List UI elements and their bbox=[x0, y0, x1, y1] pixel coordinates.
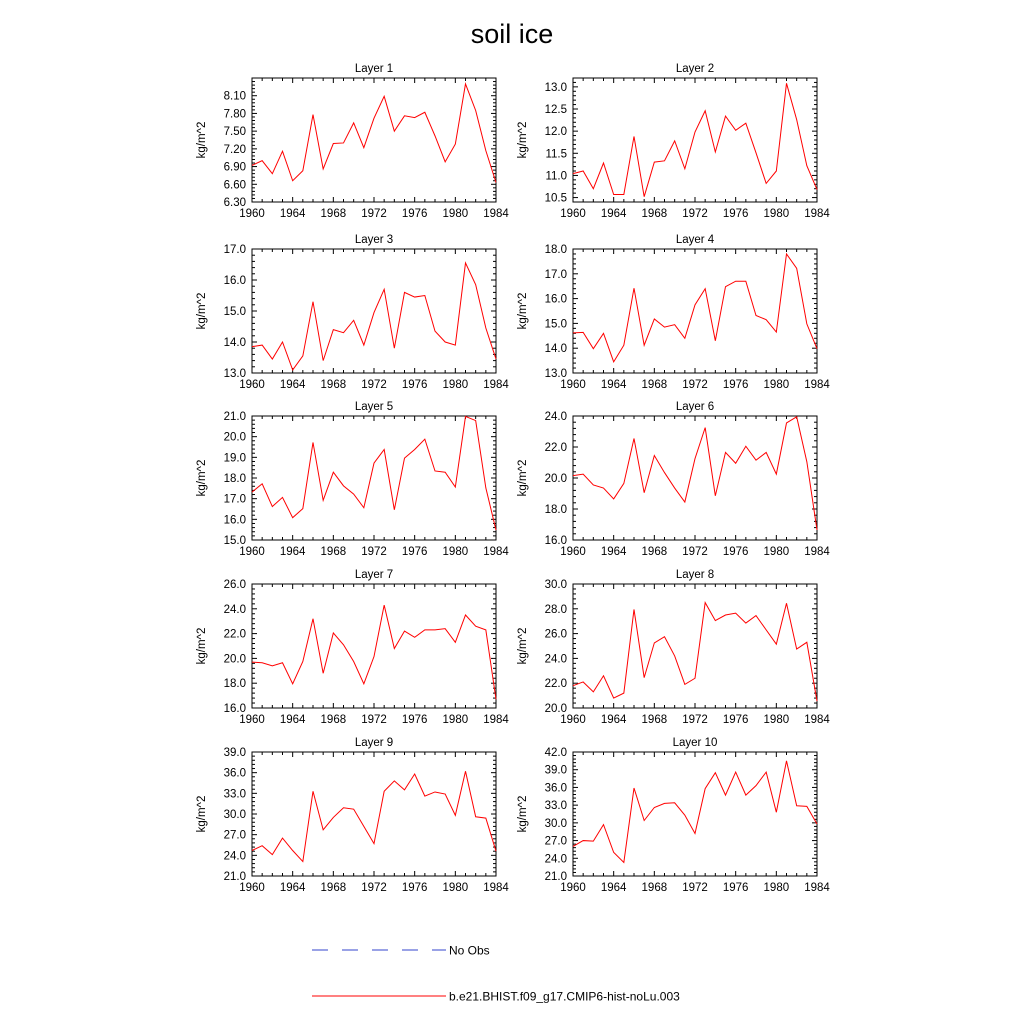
panel-layer-7 bbox=[196, 569, 509, 726]
plot-frame bbox=[252, 752, 496, 876]
y-tick-label: 10.5 bbox=[544, 192, 567, 205]
x-tick-label: 1984 bbox=[804, 882, 830, 894]
panel-layer-1 bbox=[196, 63, 509, 220]
y-axis-label: kg/m^2 bbox=[196, 627, 208, 665]
plot-frame bbox=[252, 416, 496, 540]
y-axis-label: kg/m^2 bbox=[517, 459, 529, 497]
x-tick-label: 1980 bbox=[442, 546, 469, 558]
x-tick-label: 1960 bbox=[560, 208, 586, 220]
x-tick-label: 1976 bbox=[401, 546, 428, 558]
series-line bbox=[573, 761, 817, 863]
y-tick-label: 24.0 bbox=[544, 853, 567, 866]
x-tick-label: 1976 bbox=[722, 208, 749, 220]
y-tick-label: 22.0 bbox=[544, 678, 567, 691]
x-tick-label: 1984 bbox=[804, 714, 830, 726]
x-tick-label: 1984 bbox=[804, 379, 830, 391]
y-tick-label: 11.5 bbox=[545, 148, 567, 161]
panel-title: Layer 9 bbox=[354, 737, 394, 749]
y-tick-label: 22.0 bbox=[223, 628, 246, 641]
panel-title: Layer 8 bbox=[675, 569, 715, 581]
x-tick-label: 1984 bbox=[483, 714, 509, 726]
y-axis-label: kg/m^2 bbox=[517, 121, 529, 159]
y-tick-label: 13.0 bbox=[223, 368, 246, 380]
y-tick-label: 27.0 bbox=[223, 829, 246, 842]
x-tick-label: 1960 bbox=[239, 546, 265, 558]
x-tick-label: 1972 bbox=[682, 379, 708, 391]
panel-title: Layer 3 bbox=[354, 234, 394, 246]
x-tick-label: 1960 bbox=[239, 208, 265, 220]
x-tick-label: 1964 bbox=[279, 379, 306, 391]
series-line bbox=[573, 417, 817, 530]
panel-title: Layer 6 bbox=[675, 401, 715, 413]
x-tick-label: 1972 bbox=[361, 546, 387, 558]
y-axis-label: kg/m^2 bbox=[196, 459, 208, 497]
x-tick-label: 1976 bbox=[401, 208, 428, 220]
y-tick-label: 20.0 bbox=[223, 431, 246, 444]
panel-grid bbox=[196, 63, 830, 894]
x-tick-label: 1964 bbox=[279, 714, 306, 726]
y-tick-label: 39.0 bbox=[544, 764, 567, 777]
series-line bbox=[252, 771, 496, 861]
plot-frame bbox=[573, 416, 817, 540]
y-tick-label: 6.30 bbox=[223, 197, 246, 209]
y-axis-label: kg/m^2 bbox=[517, 627, 529, 665]
x-tick-label: 1980 bbox=[763, 208, 790, 220]
x-tick-label: 1960 bbox=[560, 882, 586, 894]
y-tick-label: 24.0 bbox=[544, 653, 567, 666]
y-tick-label: 11.0 bbox=[545, 170, 567, 183]
x-tick-label: 1968 bbox=[320, 208, 347, 220]
y-tick-label: 39.0 bbox=[223, 747, 246, 759]
y-tick-label: 12.5 bbox=[544, 104, 567, 116]
x-tick-label: 1964 bbox=[279, 208, 306, 220]
panel-title: Layer 1 bbox=[354, 63, 394, 75]
x-tick-label: 1972 bbox=[682, 882, 708, 894]
y-tick-label: 33.0 bbox=[223, 788, 246, 801]
x-tick-label: 1980 bbox=[442, 882, 469, 894]
y-tick-label: 17.0 bbox=[544, 268, 567, 281]
x-tick-label: 1968 bbox=[320, 546, 347, 558]
y-tick-label: 17.0 bbox=[223, 493, 246, 506]
y-axis-label: kg/m^2 bbox=[196, 121, 208, 159]
y-tick-label: 27.0 bbox=[544, 835, 567, 848]
x-tick-label: 1968 bbox=[641, 208, 668, 220]
x-tick-label: 1964 bbox=[600, 714, 627, 726]
x-tick-label: 1968 bbox=[641, 714, 668, 726]
y-tick-label: 21.0 bbox=[223, 411, 246, 423]
y-tick-label: 26.0 bbox=[544, 628, 567, 641]
y-tick-label: 19.0 bbox=[223, 452, 246, 465]
x-tick-label: 1980 bbox=[442, 379, 469, 391]
y-tick-label: 36.0 bbox=[223, 767, 246, 780]
x-tick-label: 1984 bbox=[804, 546, 830, 558]
y-tick-label: 20.0 bbox=[544, 473, 567, 485]
y-tick-label: 18.0 bbox=[223, 678, 246, 691]
x-tick-label: 1976 bbox=[722, 546, 749, 558]
x-tick-label: 1980 bbox=[442, 714, 469, 726]
x-tick-label: 1972 bbox=[361, 379, 387, 391]
y-tick-label: 16.0 bbox=[223, 703, 246, 715]
x-tick-label: 1976 bbox=[401, 714, 428, 726]
x-tick-label: 1964 bbox=[279, 882, 306, 894]
y-tick-label: 30.0 bbox=[544, 817, 567, 830]
x-tick-label: 1964 bbox=[600, 379, 627, 391]
x-tick-label: 1964 bbox=[600, 546, 627, 558]
y-tick-label: 24.0 bbox=[223, 850, 246, 863]
x-tick-label: 1968 bbox=[320, 714, 347, 726]
y-tick-label: 24.0 bbox=[223, 603, 246, 616]
y-tick-label: 8.10 bbox=[223, 90, 246, 103]
x-tick-label: 1964 bbox=[279, 546, 306, 558]
y-tick-label: 18.0 bbox=[544, 504, 567, 516]
x-tick-label: 1980 bbox=[763, 882, 790, 894]
y-tick-label: 6.90 bbox=[223, 161, 246, 174]
panel-layer-6 bbox=[517, 401, 830, 558]
y-tick-label: 21.0 bbox=[544, 871, 567, 883]
y-tick-label: 28.0 bbox=[544, 603, 567, 616]
plot-frame bbox=[252, 78, 496, 202]
plot-frame bbox=[252, 584, 496, 708]
x-tick-label: 1976 bbox=[722, 379, 749, 391]
y-tick-label: 7.80 bbox=[223, 108, 246, 121]
y-tick-label: 14.0 bbox=[223, 337, 246, 349]
series-line bbox=[252, 416, 496, 530]
panel-layer-4 bbox=[517, 234, 830, 391]
x-tick-label: 1968 bbox=[641, 379, 668, 391]
y-tick-label: 13.0 bbox=[544, 368, 567, 380]
x-tick-label: 1960 bbox=[560, 546, 586, 558]
x-tick-label: 1960 bbox=[560, 379, 586, 391]
x-tick-label: 1960 bbox=[239, 379, 265, 391]
y-tick-label: 24.0 bbox=[544, 411, 567, 423]
series-line bbox=[573, 254, 817, 362]
panel-title: Layer 10 bbox=[672, 737, 718, 749]
x-tick-label: 1976 bbox=[722, 714, 749, 726]
x-tick-label: 1980 bbox=[763, 546, 790, 558]
x-tick-label: 1972 bbox=[361, 882, 387, 894]
y-tick-label: 30.0 bbox=[223, 809, 246, 821]
series-line bbox=[252, 84, 496, 183]
y-axis-label: kg/m^2 bbox=[517, 292, 529, 330]
panel-title: Layer 4 bbox=[675, 234, 715, 246]
y-axis-label: kg/m^2 bbox=[517, 795, 529, 833]
plot-frame bbox=[573, 249, 817, 373]
panel-title: Layer 5 bbox=[354, 401, 394, 413]
panel-layer-3 bbox=[196, 234, 509, 391]
x-tick-label: 1984 bbox=[804, 208, 830, 220]
y-tick-label: 22.0 bbox=[544, 442, 567, 454]
y-tick-label: 20.0 bbox=[544, 703, 567, 715]
series-line bbox=[573, 83, 817, 196]
y-tick-label: 30.0 bbox=[544, 579, 567, 591]
x-tick-label: 1968 bbox=[320, 882, 347, 894]
x-tick-label: 1960 bbox=[239, 882, 265, 894]
y-tick-label: 17.0 bbox=[223, 244, 246, 256]
plot-frame bbox=[573, 752, 817, 876]
x-tick-label: 1984 bbox=[483, 379, 509, 391]
y-tick-label: 15.0 bbox=[544, 318, 567, 331]
y-tick-label: 16.0 bbox=[223, 275, 246, 287]
x-tick-label: 1972 bbox=[682, 208, 708, 220]
y-tick-label: 33.0 bbox=[544, 800, 567, 813]
y-axis-label: kg/m^2 bbox=[196, 292, 208, 330]
y-tick-label: 15.0 bbox=[223, 535, 246, 547]
y-tick-label: 7.20 bbox=[223, 143, 246, 156]
y-tick-label: 18.0 bbox=[223, 473, 246, 485]
y-tick-label: 6.60 bbox=[223, 179, 246, 192]
y-tick-label: 20.0 bbox=[223, 653, 246, 666]
panel-title: Layer 2 bbox=[675, 63, 715, 75]
x-tick-label: 1980 bbox=[763, 714, 790, 726]
x-tick-label: 1960 bbox=[560, 714, 586, 726]
y-tick-label: 12.0 bbox=[544, 126, 567, 139]
y-tick-label: 26.0 bbox=[223, 579, 246, 591]
y-tick-label: 14.0 bbox=[544, 343, 567, 356]
y-tick-label: 15.0 bbox=[223, 306, 246, 318]
y-tick-label: 16.0 bbox=[544, 535, 567, 547]
series-line bbox=[573, 603, 817, 702]
series-line bbox=[252, 605, 496, 699]
x-tick-label: 1968 bbox=[641, 546, 668, 558]
panel-layer-5 bbox=[196, 401, 509, 558]
x-tick-label: 1968 bbox=[320, 379, 347, 391]
y-tick-label: 36.0 bbox=[544, 782, 567, 795]
y-tick-label: 18.0 bbox=[544, 244, 567, 256]
y-tick-label: 13.0 bbox=[544, 81, 567, 94]
x-tick-label: 1960 bbox=[239, 714, 265, 726]
x-tick-label: 1976 bbox=[722, 882, 749, 894]
legend-obs-label: No Obs bbox=[449, 943, 490, 958]
x-tick-label: 1976 bbox=[401, 882, 428, 894]
y-tick-label: 7.50 bbox=[223, 126, 246, 139]
x-tick-label: 1976 bbox=[401, 379, 428, 391]
x-tick-label: 1972 bbox=[682, 546, 708, 558]
legend-model-label: b.e21.BHIST.f09_g17.CMIP6-hist-noLu.003 bbox=[449, 989, 680, 1004]
y-tick-label: 16.0 bbox=[223, 514, 246, 527]
y-axis-label: kg/m^2 bbox=[196, 795, 208, 833]
series-line bbox=[252, 263, 496, 370]
y-tick-label: 16.0 bbox=[544, 293, 567, 306]
x-tick-label: 1984 bbox=[483, 546, 509, 558]
x-tick-label: 1972 bbox=[361, 714, 387, 726]
x-tick-label: 1964 bbox=[600, 882, 627, 894]
panel-layer-2 bbox=[517, 63, 830, 220]
legend bbox=[312, 944, 680, 1004]
x-tick-label: 1984 bbox=[483, 882, 509, 894]
panel-layer-10 bbox=[517, 737, 830, 894]
chart-title: soil ice bbox=[470, 19, 554, 49]
x-tick-label: 1968 bbox=[641, 882, 668, 894]
x-tick-label: 1972 bbox=[361, 208, 387, 220]
x-tick-label: 1980 bbox=[442, 208, 469, 220]
x-tick-label: 1972 bbox=[682, 714, 708, 726]
x-tick-label: 1984 bbox=[483, 208, 509, 220]
x-tick-label: 1964 bbox=[600, 208, 627, 220]
x-tick-label: 1980 bbox=[763, 379, 790, 391]
y-tick-label: 21.0 bbox=[223, 871, 246, 883]
panel-layer-9 bbox=[196, 737, 509, 894]
panel-title: Layer 7 bbox=[354, 569, 394, 581]
y-tick-label: 42.0 bbox=[544, 747, 567, 759]
panel-layer-8 bbox=[517, 569, 830, 726]
